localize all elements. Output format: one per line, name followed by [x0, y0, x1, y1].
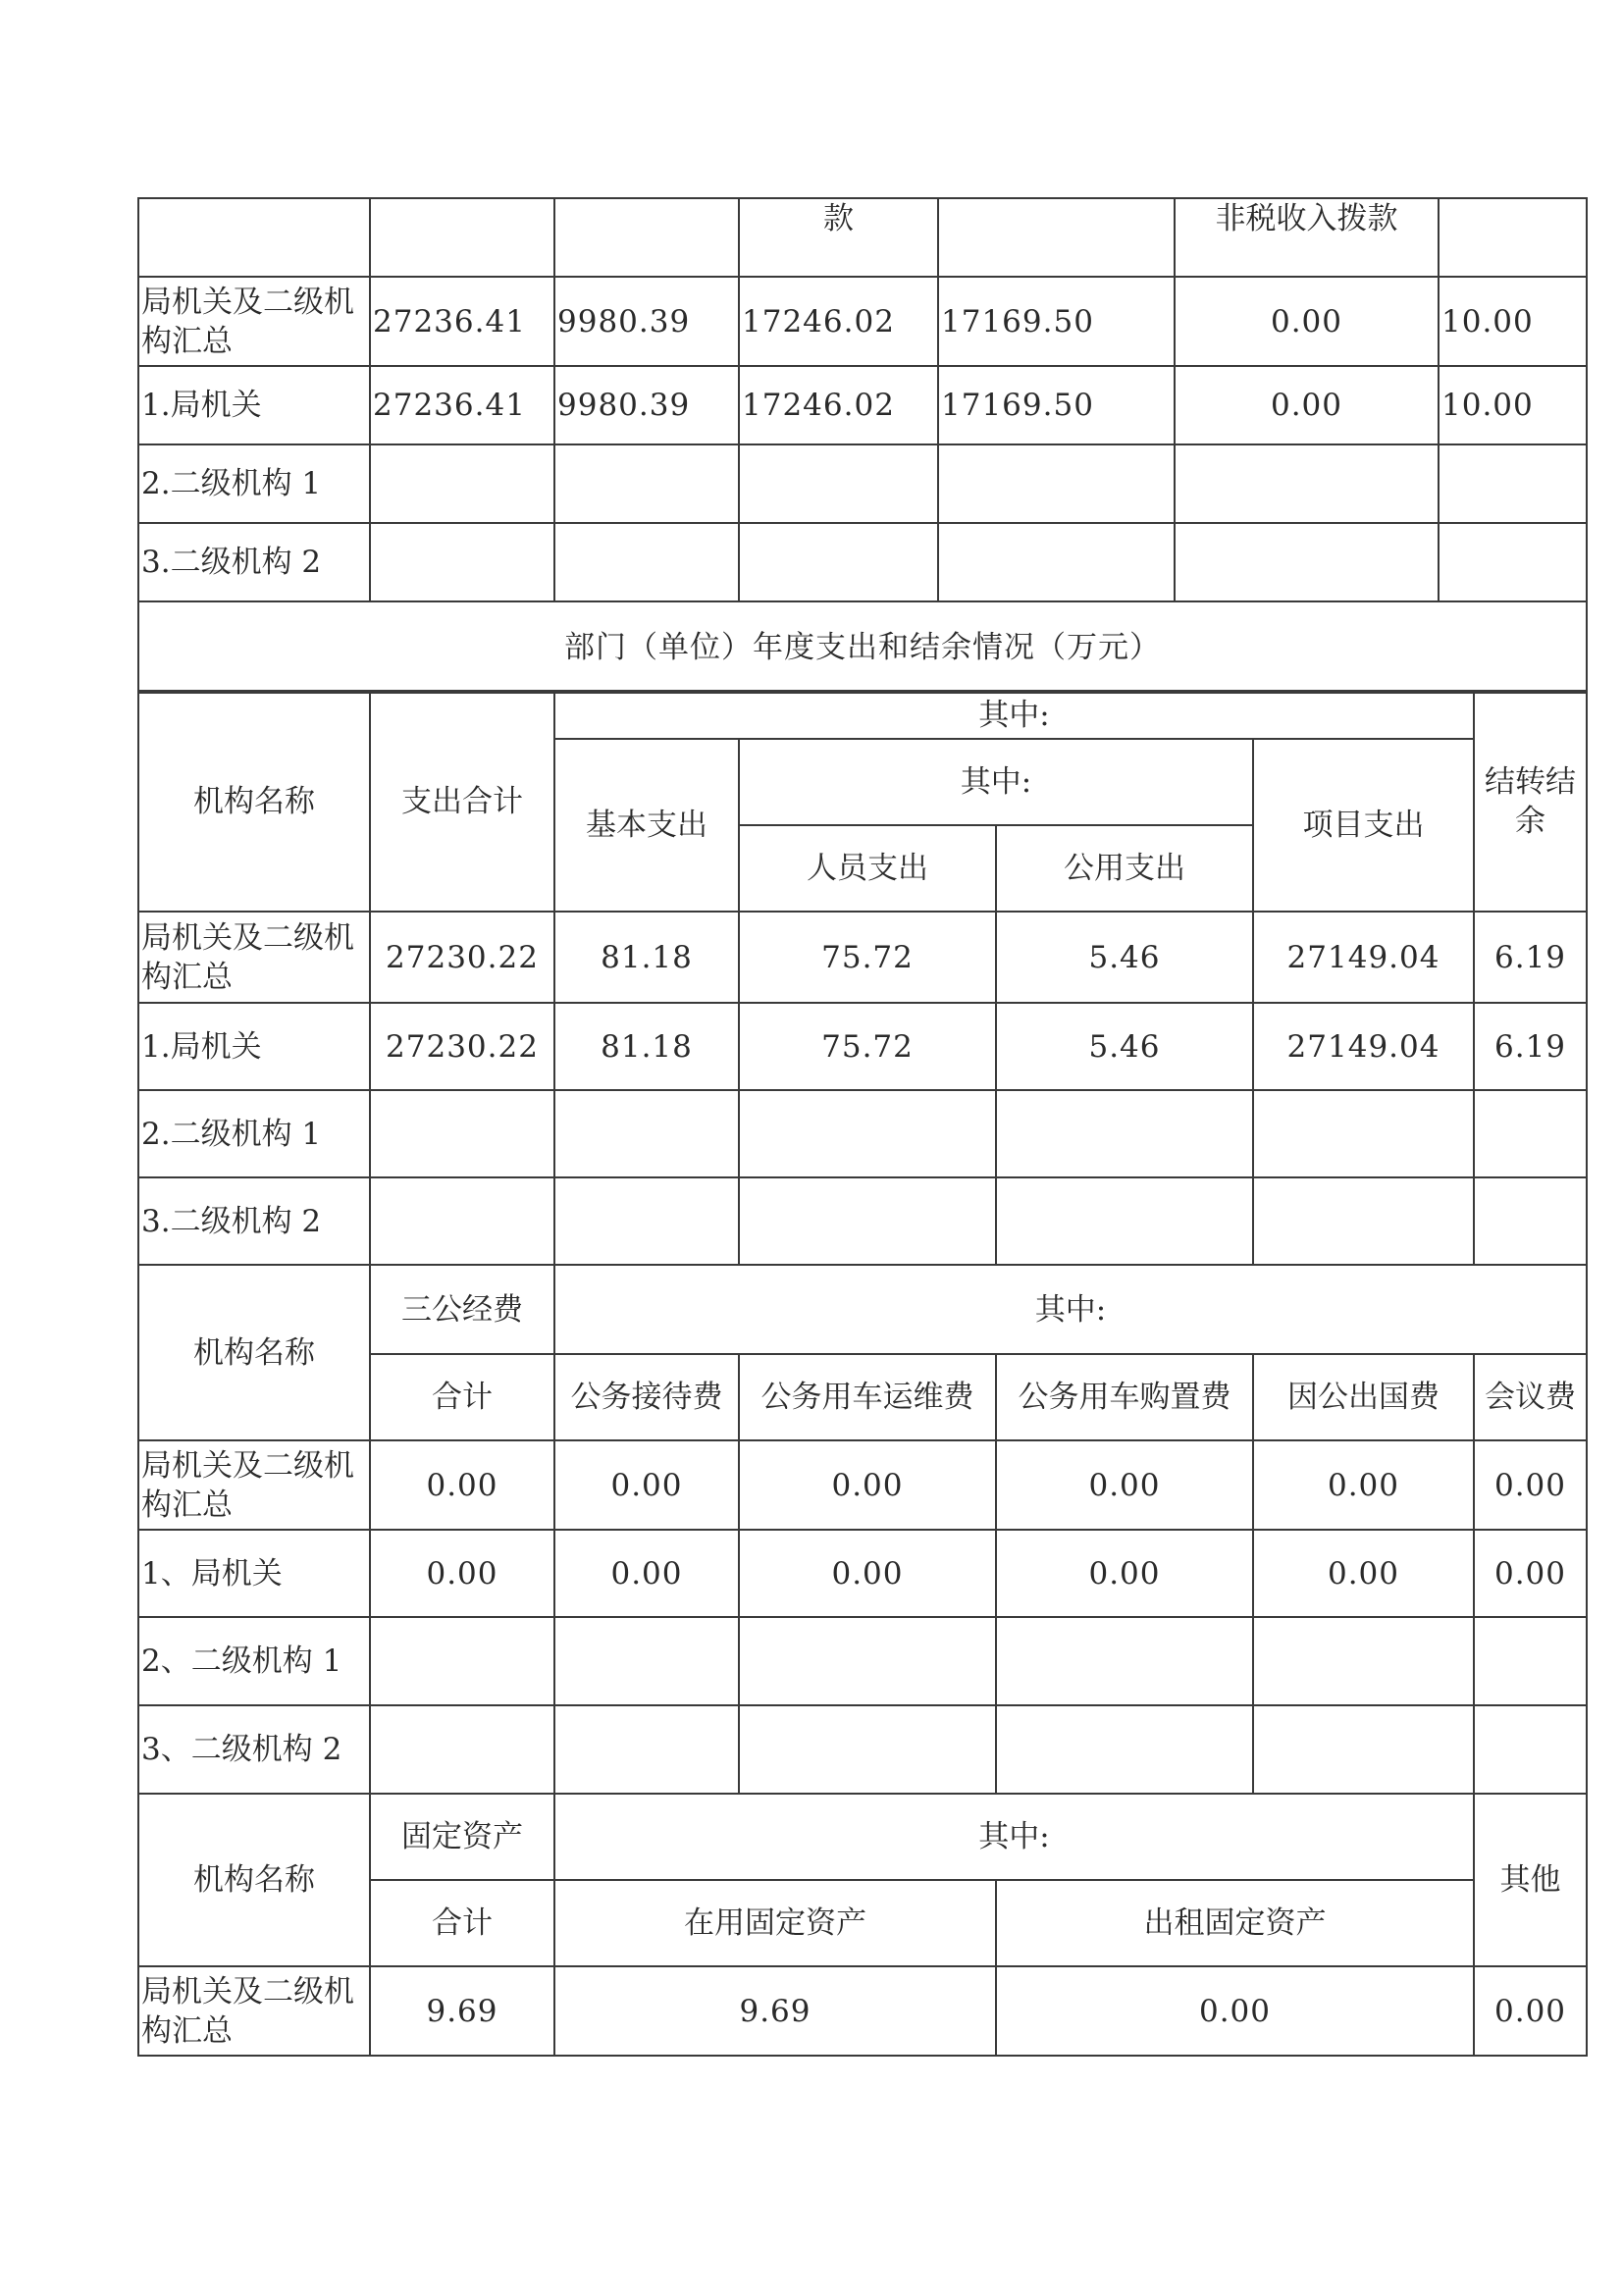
header-carryover: 结转结余 [1474, 691, 1587, 912]
row-name: 局机关及二级机构汇总 [138, 277, 370, 366]
header-non-tax: 非税收入拨款 [1175, 198, 1439, 277]
header-vehicle-buy: 公务用车购置费 [996, 1354, 1253, 1440]
row-name: 局机关及二级机构汇总 [138, 1440, 370, 1530]
cell-value: 0.00 [1474, 1440, 1587, 1530]
assets-table [137, 1793, 1588, 2057]
header-of-which: 其中: [554, 1794, 1474, 1880]
table-row [138, 366, 1587, 444]
table-row [138, 1090, 1587, 1177]
table-row [138, 1530, 1587, 1617]
sangong-header-row [138, 1265, 1587, 1354]
header-vehicle-op: 公务用车运维费 [739, 1354, 996, 1440]
header-org-name: 机构名称 [138, 1794, 370, 1966]
header-abroad: 因公出国费 [1253, 1354, 1474, 1440]
header-personnel: 人员支出 [739, 825, 996, 912]
cell-value: 6.19 [1474, 1003, 1587, 1090]
expense-table [137, 690, 1588, 1266]
cell-value: 81.18 [554, 912, 739, 1003]
table-row [138, 1440, 1587, 1530]
table-row [138, 277, 1587, 366]
cell-value: 0.00 [370, 1530, 554, 1617]
cell-value: 0.00 [1474, 1530, 1587, 1617]
cell-value: 9980.39 [554, 277, 739, 366]
cell-value: 5.46 [996, 1003, 1253, 1090]
header-kuan: 款 [739, 198, 938, 277]
cell-value: 9.69 [554, 1966, 996, 2056]
sangong-table [137, 1264, 1588, 1795]
row-name: 局机关及二级机构汇总 [138, 1966, 370, 2056]
cell-value: 0.00 [554, 1530, 739, 1617]
cell-value: 0.00 [554, 1440, 739, 1530]
cell-value: 0.00 [1253, 1440, 1474, 1530]
cell-value: 0.00 [739, 1440, 996, 1530]
header-of-which-2: 其中: [739, 739, 1253, 825]
cell-value: 27149.04 [1253, 912, 1474, 1003]
row-name: 1、局机关 [138, 1530, 370, 1617]
cell-value: 27230.22 [370, 1003, 554, 1090]
cell-value: 0.00 [996, 1530, 1253, 1617]
cell-value: 0.00 [370, 1440, 554, 1530]
assets-header-row [138, 1794, 1587, 1880]
table-row [138, 444, 1587, 523]
cell-value: 0.00 [1175, 366, 1439, 444]
header-of-which: 其中: [554, 691, 1474, 739]
cell-value: 10.00 [1439, 277, 1587, 366]
header-org-name: 机构名称 [138, 691, 370, 912]
cell-value: 9980.39 [554, 366, 739, 444]
cell-value: 75.72 [739, 912, 996, 1003]
row-name: 3.二级机构 2 [138, 523, 370, 601]
table-row [138, 1966, 1587, 2056]
cell-value: 75.72 [739, 1003, 996, 1090]
cell-value: 81.18 [554, 1003, 739, 1090]
income-header-row [138, 198, 1587, 277]
header-sangong-total-line2: 合计 [370, 1354, 554, 1440]
table-row [138, 1003, 1587, 1090]
header-of-which: 其中: [554, 1265, 1587, 1354]
table-row [138, 912, 1587, 1003]
row-name: 1.局机关 [138, 366, 370, 444]
table-row [138, 1617, 1587, 1705]
header-leased: 出租固定资产 [996, 1880, 1474, 1966]
header-assets-total-line1: 固定资产 [370, 1794, 554, 1880]
header-org-name: 机构名称 [138, 1265, 370, 1440]
table-row [138, 523, 1587, 601]
cell-value: 0.00 [1253, 1530, 1474, 1617]
cell-value: 17169.50 [938, 277, 1175, 366]
row-name: 2、二级机构 1 [138, 1617, 370, 1705]
cell-value: 5.46 [996, 912, 1253, 1003]
row-name: 1.局机关 [138, 1003, 370, 1090]
row-name: 2.二级机构 1 [138, 1090, 370, 1177]
cell-value: 0.00 [1474, 1966, 1587, 2056]
cell-value: 10.00 [1439, 366, 1587, 444]
expense-header-row [138, 691, 1587, 739]
table-row [138, 1705, 1587, 1794]
header-sangong-total-line1: 三公经费 [370, 1265, 554, 1354]
cell-value: 0.00 [1175, 277, 1439, 366]
header-other: 其他 [1474, 1794, 1587, 1966]
row-name: 2.二级机构 1 [138, 444, 370, 523]
cell-value: 9.69 [370, 1966, 554, 2056]
header-project: 项目支出 [1253, 739, 1474, 912]
header-assets-total-line2: 合计 [370, 1880, 554, 1966]
income-table [137, 197, 1588, 694]
header-reception: 公务接待费 [554, 1354, 739, 1440]
expense-title-row [138, 601, 1587, 693]
cell-value: 17169.50 [938, 366, 1175, 444]
expense-section-title: 部门（单位）年度支出和结余情况（万元） [138, 601, 1587, 693]
cell-value: 27236.41 [370, 277, 554, 366]
row-name: 3.二级机构 2 [138, 1177, 370, 1265]
row-name: 3、二级机构 2 [138, 1705, 370, 1794]
cell-value: 17246.02 [739, 277, 938, 366]
row-name: 局机关及二级机构汇总 [138, 912, 370, 1003]
cell-value: 17246.02 [739, 366, 938, 444]
cell-value: 0.00 [739, 1530, 996, 1617]
header-in-use: 在用固定资产 [554, 1880, 996, 1966]
cell-value: 27149.04 [1253, 1003, 1474, 1090]
header-basic: 基本支出 [554, 739, 739, 912]
header-meeting: 会议费 [1474, 1354, 1587, 1440]
header-public: 公用支出 [996, 825, 1253, 912]
table-row [138, 1177, 1587, 1265]
cell-value: 27236.41 [370, 366, 554, 444]
cell-value: 6.19 [1474, 912, 1587, 1003]
cell-value: 0.00 [996, 1440, 1253, 1530]
cell-value: 27230.22 [370, 912, 554, 1003]
cell-value: 0.00 [996, 1966, 1474, 2056]
header-expense-total: 支出合计 [370, 691, 554, 912]
